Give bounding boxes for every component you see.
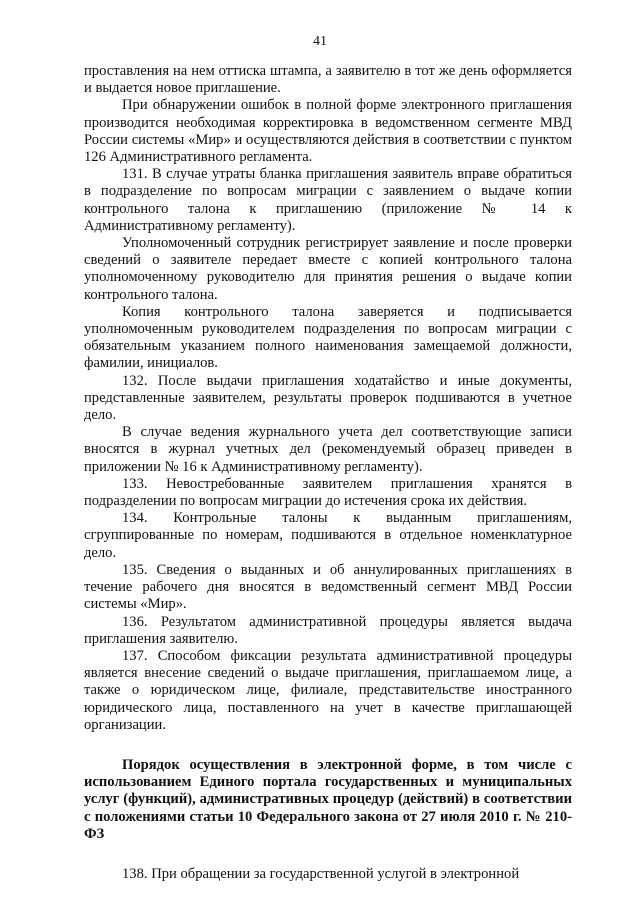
paragraph-authorized-employee: Уполномоченный сотрудник регистрирует заявление и после проверки сведений о заявителе передает вместе с копией контрольного талона уполномоченному руководителю для принятия решения о выдаче копии контрольного талона. [84,235,572,303]
document-body [84,63,572,883]
paragraph-journal-records: В случае ведения журнального учета дел соответствующие записи вносятся в журнал учетных дел (рекомендуемый образец приведен в приложении № 16 к Административному регламенту). [84,424,572,475]
paragraph-133: 133. Невостребованные заявителем приглашения хранятся в подразделении по вопросам миграции до истечения срока их действия. [84,475,572,510]
paragraph-continuation: проставления на нем оттиска штампа, а заявителю в тот же день оформляется и выдается новое приглашение. [84,63,572,97]
paragraph-copy-certified: Копия контрольного талона заверяется и подписывается уполномоченным руководителем подразделения по вопросам миграции с обязательным указанием полного наименования замещаемой должности, фамилии, инициалов. [84,303,572,372]
paragraph-136: 136. Результатом административной процедуры является выдача приглашения заявителю. [84,613,572,647]
paragraph-errors-correction: При обнаружении ошибок в полной форме электронного приглашения производится необходимая корректировка в ведомственном сегменте МВД России системы «Мир» и осуществляются действия в соответствии с пунктом 126 Административного регламента. [84,97,572,166]
paragraph-131: 131. В случае утраты бланка приглашения заявитель вправе обратиться в подразделение по вопросам миграции с заявлением о выдаче копии контрольного талона к приглашению (приложение № 14 к Административному регламенту). [84,166,572,234]
paragraph-135: 135. Сведения о выданных и об аннулированных приглашениях в течение рабочего дня вносятся в ведомственный сегмент МВД России системы «Мир». [84,561,572,613]
paragraph-134: 134. Контрольные талоны к выданным приглашениям, сгруппированные по номерам, подшиваются в отдельное номенклатурное дело. [84,510,572,561]
paragraph-137: 137. Способом фиксации результата административной процедуры является внесение сведений о выдаче приглашения, приглашаемом лице, а также о юридическом лице, филиале, представительстве иностранного юридического лица, поставленного на учет в качестве приглашающей организации. [84,647,572,733]
paragraph-132: 132. После выдачи приглашения ходатайство и иные документы, представленные заявителем, результаты проверок подшиваются в учетное дело. [84,372,572,424]
section-heading: Порядок осуществления в электронной форме, в том числе с использованием Единого портала государственных и муниципальных услуг (функций), административных процедур (действий) в соответствии с положениями статьи 10 Федерального закона от 27 июля 2010 г. № 210-ФЗ [84,756,572,842]
page-number: 41 [313,34,327,49]
paragraph-138: 138. При обращении за государственной услугой в электронной [122,865,520,882]
